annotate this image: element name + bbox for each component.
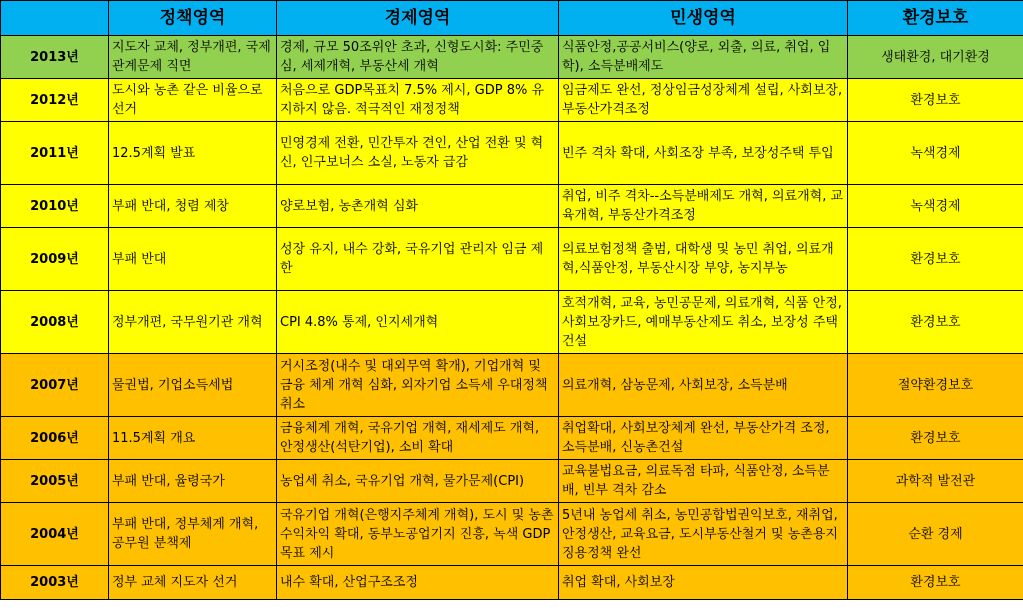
policy-cell: 부패 반대, 율령국가	[109, 460, 277, 503]
year-cell: 2009년	[1, 228, 109, 291]
year-cell: 2012년	[1, 79, 109, 122]
policy-cell: 12.5계획 발표	[109, 122, 277, 185]
year-cell: 2008년	[1, 291, 109, 354]
livelihood-cell: 빈주 격차 확대, 사회조장 부족, 보장성주택 투입	[559, 122, 848, 185]
table-row	[1, 291, 1023, 354]
environment-cell: 과학적 발전관	[848, 460, 1023, 503]
year-cell: 2011년	[1, 122, 109, 185]
table-row	[1, 228, 1023, 291]
environment-cell: 생태환경, 대기환경	[848, 36, 1023, 79]
environment-cell: 환경보호	[848, 228, 1023, 291]
environment-cell: 환경보호	[848, 566, 1023, 600]
environment-cell: 절약환경보호	[848, 354, 1023, 417]
policy-cell: 부패 반대	[109, 228, 277, 291]
year-cell: 2007년	[1, 354, 109, 417]
livelihood-cell: 의료보험정책 출범, 대학생 및 농민 취업, 의료개혁,식품안정, 부동산시장 부양, 농지부농	[559, 228, 848, 291]
livelihood-cell: 취업 확대, 사회보장	[559, 566, 848, 600]
economy-cell: 양로보험, 농촌개혁 심화	[277, 185, 559, 228]
livelihood-cell: 취업확대, 사회보장체계 완선, 부동산가격 조정, 소득분배, 신농촌건설	[559, 417, 848, 460]
economy-cell: 내수 확대, 산업구조조정	[277, 566, 559, 600]
year-cell: 2010년	[1, 185, 109, 228]
livelihood-cell: 교육불법요금, 의료독점 타파, 식품안정, 소득분배, 빈부 격차 감소	[559, 460, 848, 503]
economy-cell: 성장 유지, 내수 강화, 국유기업 관리자 임금 제한	[277, 228, 559, 291]
policy-cell: 지도자 교체, 정부개편, 국제관계문제 직면	[109, 36, 277, 79]
economy-cell: 경제, 규모 50조위안 초과, 신형도시화: 주민중심, 세제개혁, 부동산세 개혁	[277, 36, 559, 79]
economy-cell: 거시조정(내수 및 대외무역 확개), 기업개혁 및 금융 체계 개혁 심화, 외자기업 소득세 우대정책 취소	[277, 354, 559, 417]
table-row	[1, 36, 1023, 79]
table-row	[1, 417, 1023, 460]
environment-cell: 녹색경제	[848, 185, 1023, 228]
livelihood-cell: 취업, 비주 격차--소득분배제도 개혁, 의료개혁, 교육개혁, 부동산가격조정	[559, 185, 848, 228]
table-row	[1, 460, 1023, 503]
environment-cell: 환경보호	[848, 291, 1023, 354]
livelihood-cell: 5년내 농업세 취소, 농민공합법권익보호, 재취업, 안정생산, 교육요금, 도시부동산철거 및 농촌용지 징용정책 완선	[559, 503, 848, 566]
policy-cell: 도시와 농촌 같은 비율으로 선거	[109, 79, 277, 122]
table-row	[1, 354, 1023, 417]
year-cell: 2005년	[1, 460, 109, 503]
policy-cell: 부패 반대, 청렴 제창	[109, 185, 277, 228]
policy-cell: 정부개편, 국무원기관 개혁	[109, 291, 277, 354]
policy-cell: 부패 반대, 정부체계 개혁, 공무원 분책제	[109, 503, 277, 566]
environment-cell: 환경보호	[848, 417, 1023, 460]
table-row	[1, 79, 1023, 122]
table-row	[1, 122, 1023, 185]
environment-cell: 환경보호	[848, 79, 1023, 122]
header-year	[1, 1, 109, 36]
year-cell: 2004년	[1, 503, 109, 566]
policy-cell: 정부 교체 지도자 선거	[109, 566, 277, 600]
year-cell: 2013년	[1, 36, 109, 79]
header-environment: 환경보호	[848, 1, 1023, 36]
policy-cell: 물권법, 기업소득세법	[109, 354, 277, 417]
year-cell: 2003년	[1, 566, 109, 600]
economy-cell: CPI 4.8% 통제, 인지세개혁	[277, 291, 559, 354]
livelihood-cell: 임금제도 완선, 정상임금성장체계 설립, 사회보장, 부동산가격조정	[559, 79, 848, 122]
economy-cell: 농업세 취소, 국유기업 개혁, 물가문제(CPI)	[277, 460, 559, 503]
header-row	[1, 1, 1023, 36]
environment-cell: 순환 경제	[848, 503, 1023, 566]
table-row	[1, 503, 1023, 566]
livelihood-cell: 식품안정,공공서비스(양로, 외출, 의료, 취업, 입학), 소득분배제도	[559, 36, 848, 79]
economy-cell: 처음으로 GDP목표치 7.5% 제시, GDP 8% 유지하지 않음. 적극적인 재정정책	[277, 79, 559, 122]
policy-cell: 11.5계획 개요	[109, 417, 277, 460]
livelihood-cell: 호적개혁, 교육, 농민공문제, 의료개혁, 식품 안정, 사회보장카드, 예매부동산제도 취소, 보장성 주택 건설	[559, 291, 848, 354]
environment-cell: 녹색경제	[848, 122, 1023, 185]
header-livelihood: 민생영역	[559, 1, 848, 36]
header-policy: 정책영역	[109, 1, 277, 36]
table-row	[1, 185, 1023, 228]
economy-cell: 민영경제 전환, 민간투자 견인, 산업 전환 및 혁신, 인구보너스 소실, 노동자 급감	[277, 122, 559, 185]
livelihood-cell: 의료개혁, 삼농문제, 사회보장, 소득분배	[559, 354, 848, 417]
table-row	[1, 566, 1023, 600]
year-cell: 2006년	[1, 417, 109, 460]
economy-cell: 금융체계 개혁, 국유기업 개혁, 재세제도 개혁, 안정생산(석탄기업), 소비 확대	[277, 417, 559, 460]
economy-cell: 국유기업 개혁(은행지주체계 개혁), 도시 및 농촌 수익차익 확대, 동부노공업기지 진흥, 녹색 GDP목표 제시	[277, 503, 559, 566]
header-economy: 경제영역	[277, 1, 559, 36]
